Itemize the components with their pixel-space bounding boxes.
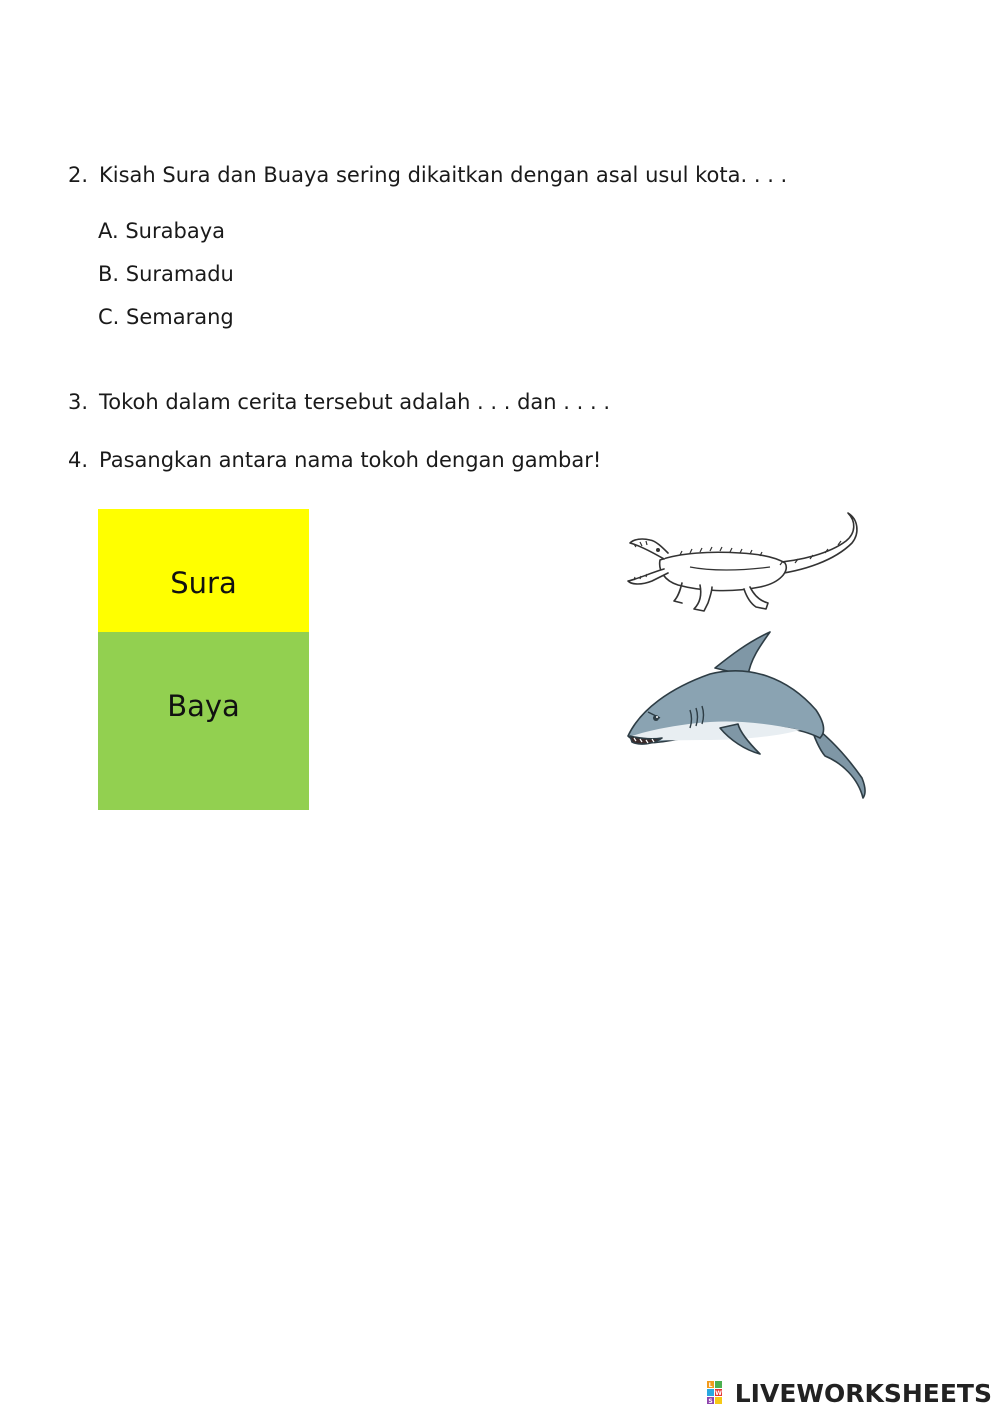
option-a[interactable]: A. Surabaya xyxy=(98,219,225,243)
question-text: Tokoh dalam cerita tersebut adalah . . . dan . . . . xyxy=(99,390,611,414)
svg-text:W: W xyxy=(714,1390,722,1397)
liveworksheets-brand xyxy=(706,1379,992,1407)
match-name-label: Baya xyxy=(167,689,240,723)
question-4 xyxy=(68,448,601,472)
match-name-sura[interactable] xyxy=(98,509,309,632)
question-text: Kisah Sura dan Buaya sering dikaitkan dengan asal usul kota. . . . xyxy=(99,163,788,187)
shark-illustration[interactable] xyxy=(620,628,870,804)
match-name-label: Sura xyxy=(170,566,237,600)
question-number: 3. xyxy=(68,390,89,414)
match-name-baya[interactable] xyxy=(98,632,309,810)
option-c[interactable]: C. Semarang xyxy=(98,305,234,329)
svg-text:S: S xyxy=(708,1398,713,1405)
question-2 xyxy=(68,163,787,187)
shark-icon xyxy=(620,628,870,800)
option-b[interactable]: B. Suramadu xyxy=(98,262,234,286)
question-number: 2. xyxy=(68,163,89,187)
liveworksheets-logo-icon xyxy=(706,1380,732,1406)
brand-text: LIVEWORKSHEETS xyxy=(734,1378,992,1408)
crocodile-illustration[interactable] xyxy=(620,505,870,627)
question-3 xyxy=(68,390,610,414)
svg-text:L: L xyxy=(708,1382,713,1389)
crocodile-icon xyxy=(620,505,870,623)
question-text: Pasangkan antara nama tokoh dengan gambar! xyxy=(99,448,602,472)
question-number: 4. xyxy=(68,448,89,472)
